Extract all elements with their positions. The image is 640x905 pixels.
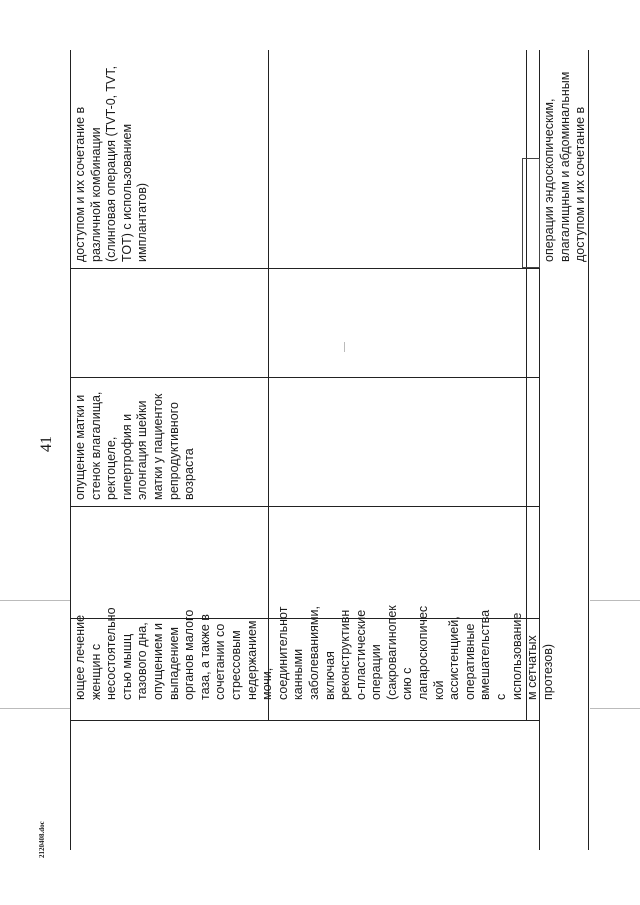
- text-line: органов малого: [182, 609, 197, 700]
- text-line: опущением и: [150, 623, 165, 700]
- text-line: лапароскопичес: [416, 605, 431, 700]
- cell-next-row-method: [542, 72, 589, 262]
- table-border: [70, 377, 540, 378]
- footer-file-code: 2120408.doc: [38, 821, 46, 858]
- text-line: ассистенцией,: [447, 616, 462, 700]
- text-line: операции: [369, 644, 384, 700]
- text-line: использование: [509, 612, 524, 700]
- text-line: доступом и их сочетание в: [573, 106, 588, 262]
- cell-method: [73, 66, 151, 262]
- text-line: протезов): [540, 643, 555, 700]
- text-line: выпадением: [166, 626, 181, 700]
- text-line: TOT) с использованием: [119, 123, 134, 262]
- table-border: [70, 50, 71, 850]
- text-line: недержанием: [244, 620, 259, 700]
- text-line: женщин с: [88, 643, 103, 700]
- scan-line: [590, 600, 640, 601]
- scan-line: [0, 708, 70, 709]
- page-number: 41: [38, 436, 55, 452]
- text-line: стью мышц: [119, 633, 134, 700]
- text-line: включая: [322, 651, 337, 700]
- text-line: репродуктивного: [166, 402, 181, 500]
- text-line: оперативные: [462, 623, 477, 700]
- text-line: стенок влагалища,: [88, 391, 103, 500]
- text-line: возраста: [182, 448, 197, 500]
- cell-procedure: [73, 605, 556, 700]
- text-line: тазового дна,: [135, 622, 150, 700]
- text-line: гипертрофия и: [119, 413, 134, 500]
- text-line: вмешательства: [478, 609, 493, 700]
- text-line: сию с: [400, 667, 415, 700]
- table-border: [70, 268, 540, 269]
- text-line: опущение матки и: [73, 394, 87, 500]
- text-line: кой: [431, 680, 446, 700]
- text-line: о-пластические: [353, 609, 368, 700]
- text-line: (сакровагинопек: [384, 605, 399, 700]
- text-line: ющее лечение: [73, 614, 87, 700]
- table-cell-box: [522, 158, 540, 268]
- text-line: различной комбинации: [88, 127, 103, 262]
- text-line: с: [494, 693, 509, 700]
- text-line: (слинговая операция (TVT-0, TVT,: [104, 65, 119, 262]
- text-line: элонгация шейки: [135, 400, 150, 500]
- text-line: мочи,: [260, 667, 275, 700]
- text-line: операции эндоскопическим,: [542, 98, 556, 262]
- text-line: несостоятельно: [104, 607, 119, 700]
- text-line: соединительнот: [275, 606, 290, 700]
- text-line: матки у пациенток: [150, 393, 165, 500]
- text-line: м сетчатых: [525, 635, 540, 700]
- text-line: сочетании со: [213, 623, 228, 700]
- scan-mark: [344, 342, 345, 352]
- text-line: доступом и их сочетание в: [73, 106, 87, 262]
- table-border: [70, 720, 540, 721]
- scan-line: [590, 708, 640, 709]
- table-border: [70, 506, 540, 507]
- text-line: реконструктивн: [338, 609, 353, 700]
- text-line: заболеваниями,: [306, 606, 321, 700]
- text-line: ректоцеле,: [104, 436, 119, 500]
- text-line: имплантатов): [135, 182, 150, 262]
- text-line: таза, а также в: [197, 614, 212, 700]
- text-line: стрессовым: [228, 630, 243, 700]
- text-line: канными: [291, 648, 306, 700]
- scan-line: [0, 600, 70, 601]
- cell-diagnosis: [73, 392, 198, 500]
- text-line: влагалищным и абдоминальным: [557, 71, 572, 262]
